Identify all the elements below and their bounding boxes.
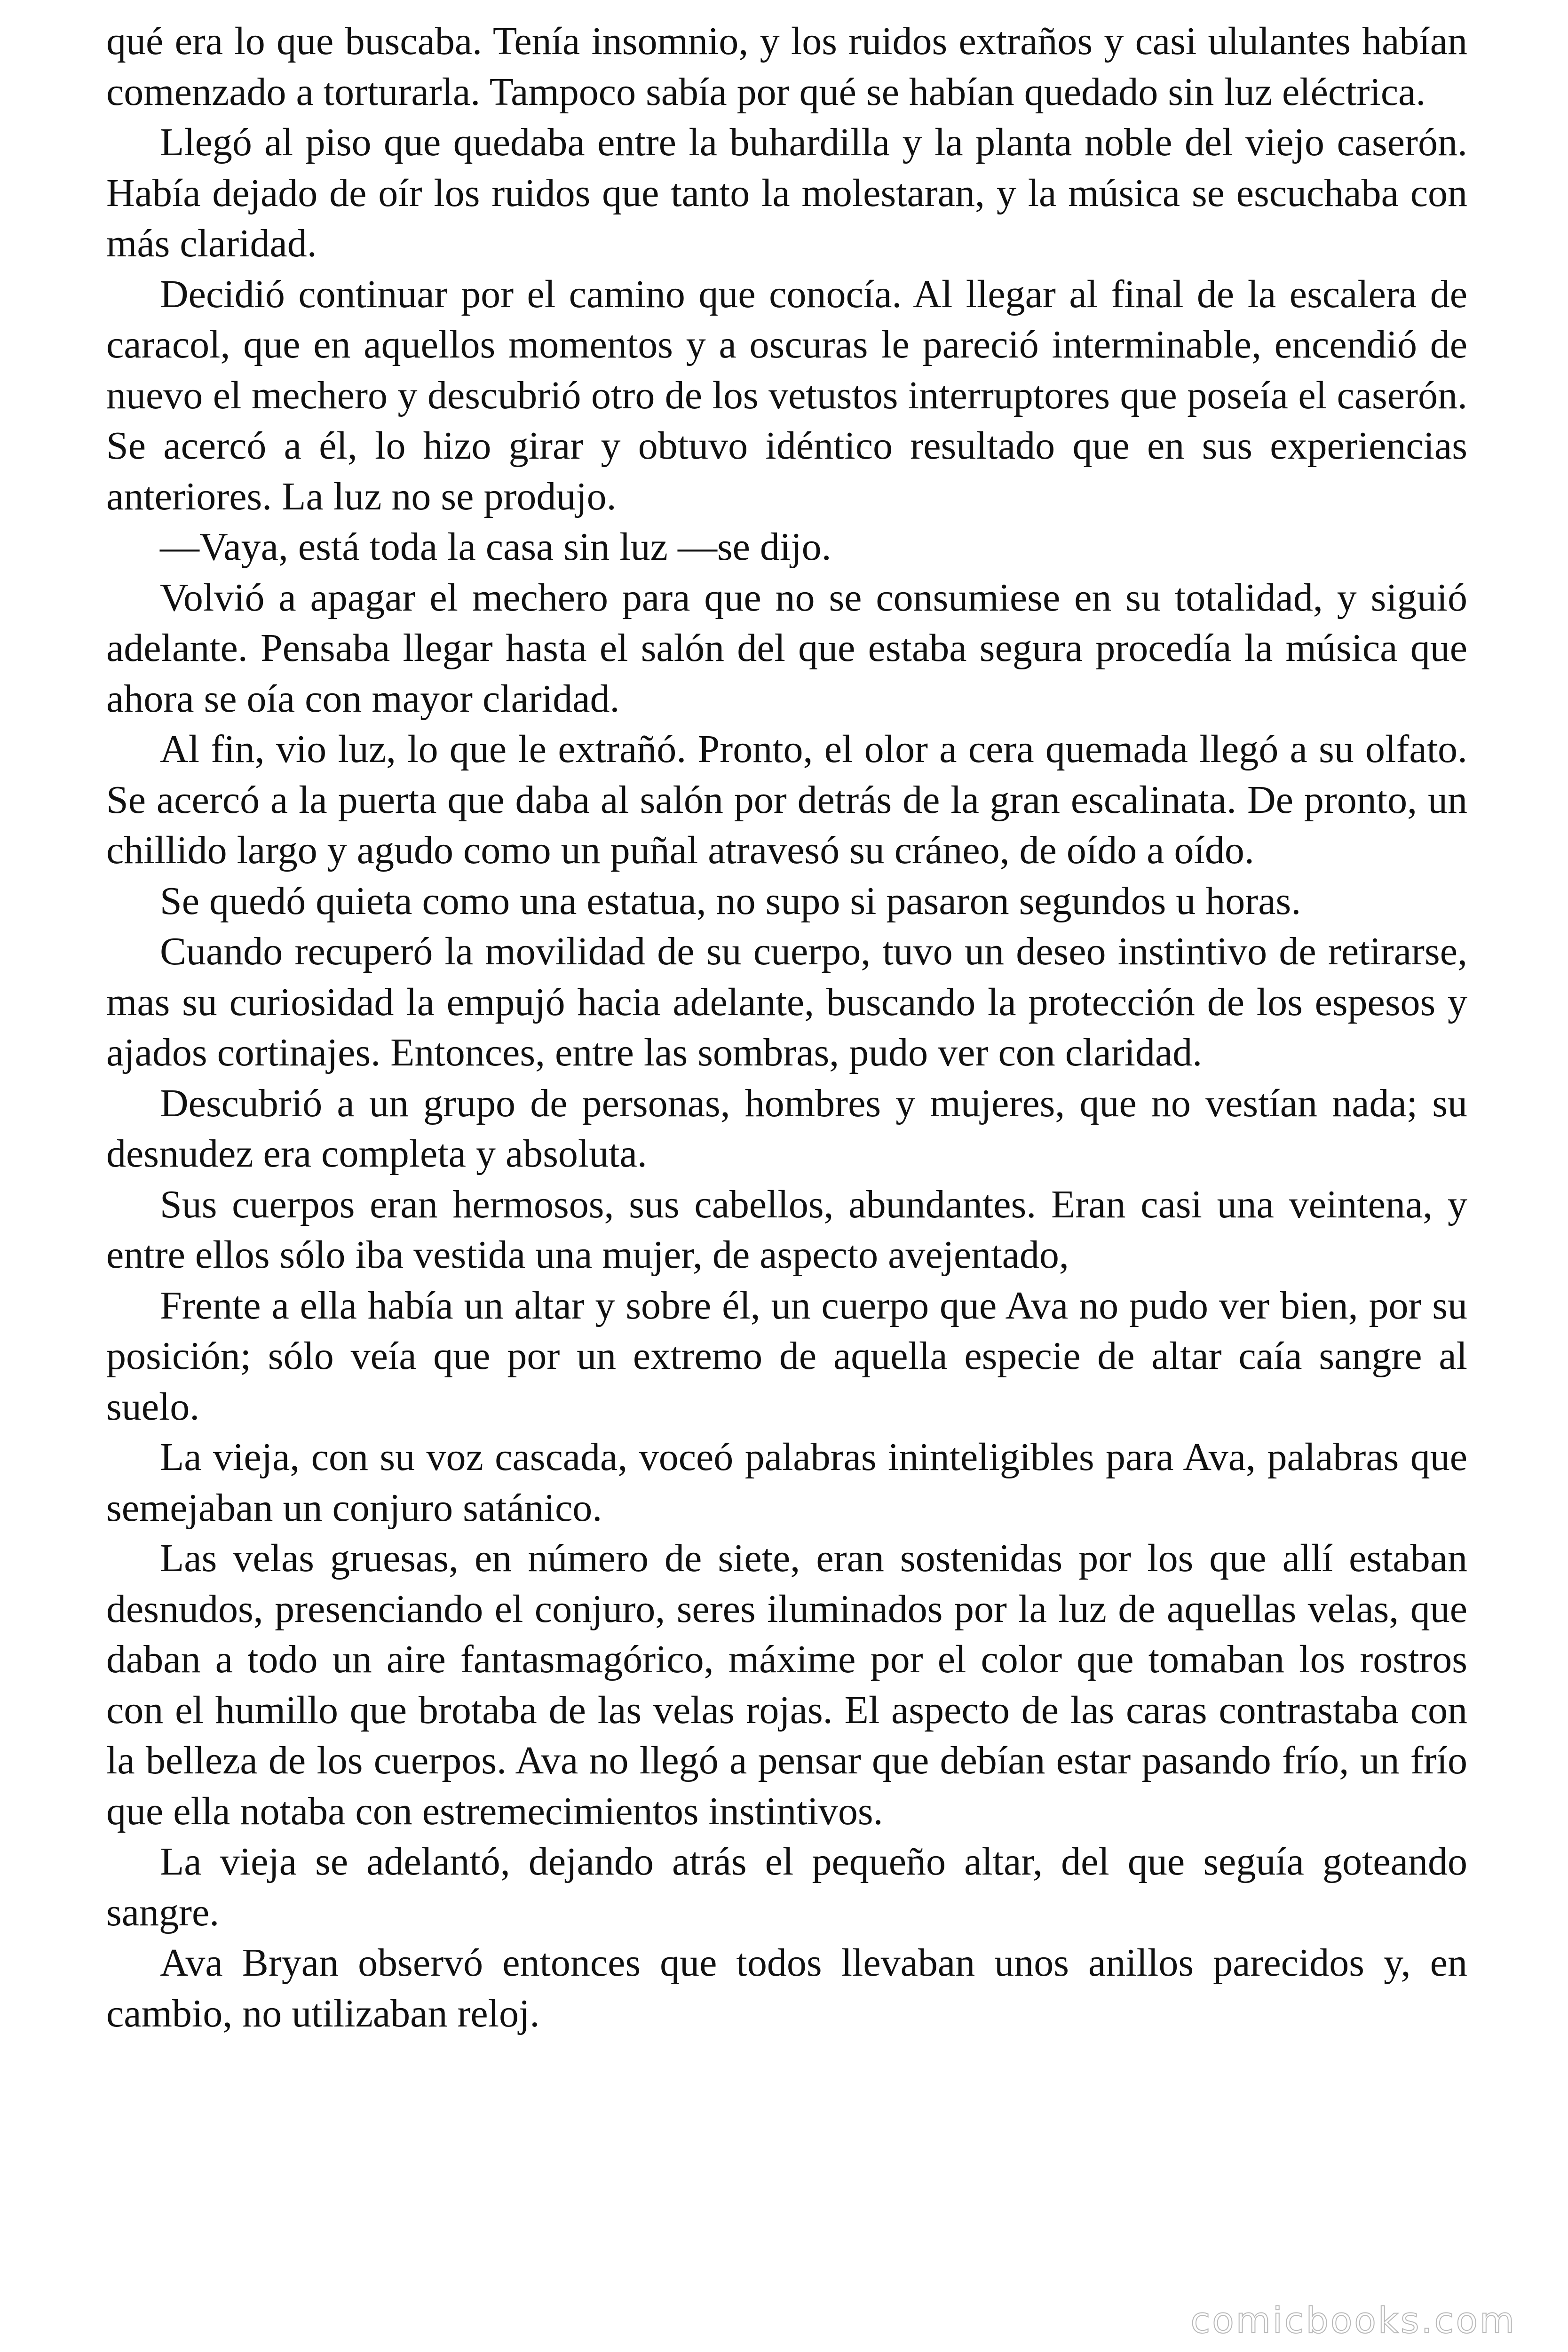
- paragraph: Descubrió a un grupo de personas, hombres y mujeres, que no vestían nada; su desnudez era completa y absoluta.: [106, 1081, 1467, 1176]
- paragraph: Las velas gruesas, en número de siete, eran sostenidas por los que allí estaban desnudos, presenciando el conjuro, seres iluminados por la luz de aquellas velas, que daban a todo un aire fantasmagórico, máxime por el color que tomaban los rostros con el humillo que brotaba de las velas rojas. El aspecto de las caras contrastaba con la belleza de los cuerpos. Ava no llegó a pensar que debían estar pasando frío, un frío que ella notaba con estremecimientos instintivos.: [106, 1536, 1467, 1833]
- watermark: comicbooks.com: [1190, 2299, 1516, 2341]
- paragraph: Cuando recuperó la movilidad de su cuerpo, tuvo un deseo instintivo de retirarse, mas su curiosidad la empujó hacia adelante, buscando la protección de los espesos y ajados cortinajes. Entonces, entre las sombras, pudo ver con claridad.: [106, 930, 1467, 1074]
- paragraph: Al fin, vio luz, lo que le extrañó. Pronto, el olor a cera quemada llegó a su olfato. Se acercó a la puerta que daba al salón por detrás de la gran escalinata. De pronto, un chillido largo y agudo como un puñal atravesó su cráneo, de oído a oído.: [106, 727, 1467, 872]
- paragraph: —Vaya, está toda la casa sin luz —se dijo.: [160, 525, 832, 569]
- page-body: [106, 16, 1467, 2039]
- paragraph: La vieja, con su voz cascada, voceó palabras ininteligibles para Ava, palabras que semejaban un conjuro satánico.: [106, 1435, 1467, 1530]
- paragraph: La vieja se adelantó, dejando atrás el pequeño altar, del que seguía goteando sangre.: [106, 1840, 1467, 1934]
- paragraph: Volvió a apagar el mechero para que no se consumiese en su totalidad, y siguió adelante. Pensaba llegar hasta el salón del que estaba segura procedía la música que ahora se oía con mayor claridad.: [106, 575, 1467, 721]
- paragraph: Sus cuerpos eran hermosos, sus cabellos, abundantes. Eran casi una veintena, y entre ellos sólo iba vestida una mujer, de aspecto avejentado,: [106, 1182, 1467, 1277]
- paragraph: qué era lo que buscaba. Tenía insomnio, y los ruidos extraños y casi ululantes habían comenzado a torturarla. Tampoco sabía por qué se habían quedado sin luz eléctrica.: [106, 19, 1467, 114]
- paragraph: Ava Bryan observó entonces que todos llevaban unos anillos parecidos y, en cambio, no utilizaban reloj.: [106, 1941, 1467, 2035]
- paragraph: Se quedó quieta como una estatua, no supo si pasaron segundos u horas.: [160, 879, 1301, 923]
- paragraph: Llegó al piso que quedaba entre la buhardilla y la planta noble del viejo caserón. Había dejado de oír los ruidos que tanto la molestaran, y la música se escuchaba con más claridad.: [106, 120, 1467, 265]
- paragraph: Frente a ella había un altar y sobre él, un cuerpo que Ava no pudo ver bien, por su posición; sólo veía que por un extremo de aquella especie de altar caía sangre al suelo.: [106, 1283, 1467, 1429]
- paragraph: Decidió continuar por el camino que conocía. Al llegar al final de la escalera de caracol, que en aquellos momentos y a oscuras le pareció interminable, encendió de nuevo el mechero y descubrió otro de los vetustos interruptores que poseía el caserón. Se acercó a él, lo hizo girar y obtuvo idéntico resultado que en sus experiencias anteriores. La luz no se produjo.: [106, 272, 1467, 518]
